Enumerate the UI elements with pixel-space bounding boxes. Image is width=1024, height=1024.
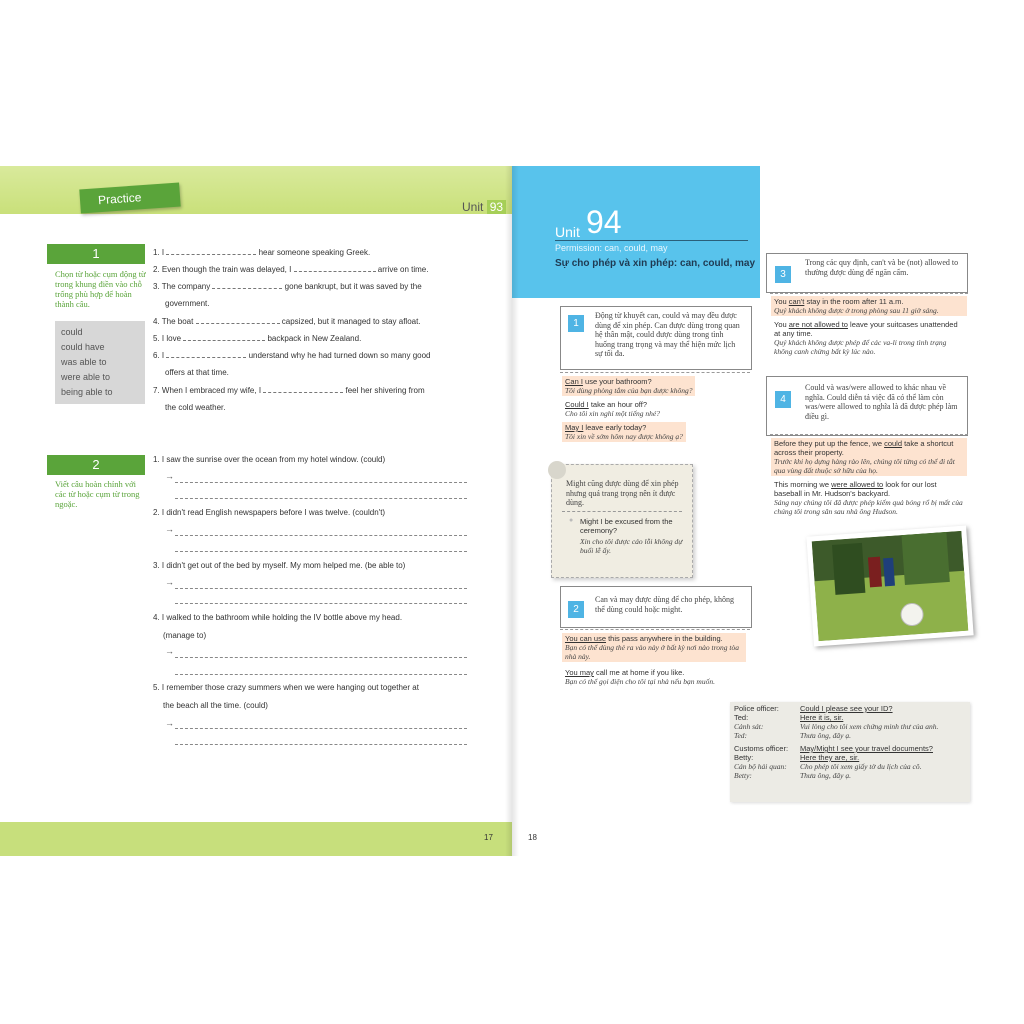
bottom-band <box>0 822 512 856</box>
book-gutter <box>505 166 519 856</box>
exercise-2-instruction: Viết câu hoàn chỉnh với các từ hoặc cụm từ trong ngoặc. <box>55 479 140 509</box>
section-4-box <box>766 376 968 436</box>
section-2-box <box>560 586 752 628</box>
dialog-line: Ted: Here it is, sir. <box>734 713 844 722</box>
unit-title-en: Permission: can, could, may <box>555 243 668 253</box>
word-box-item: was able to <box>61 357 107 367</box>
pin-icon <box>548 461 566 479</box>
separator <box>770 434 968 435</box>
section-3-text: Trong các quy định, can't và be (not) allowed to thường được dùng để ngăn cấm. <box>805 258 959 277</box>
unit-word: Unit <box>555 224 580 240</box>
left-page <box>0 166 512 856</box>
answer-line[interactable] <box>175 498 467 499</box>
section-1-text: Động từ khuyết can, could và may đều được dùng để xin phép. Can được dùng trong quan hệ thân mật, could được dùng trong tình huống trang trọng và may thể hiện mức lịch sự tối đa. <box>595 311 740 358</box>
section-3-examples <box>771 296 969 357</box>
dialog-line: Cán bộ hải quan: Cho phép tôi xem giấy tờ du lịch của cô. <box>734 762 922 771</box>
dialog-line: Betty: Thưa ông, đây ạ. <box>734 771 851 780</box>
answer-blank[interactable] <box>263 384 343 393</box>
example: May I leave early today? Tôi xin về sớm hôm nay được không ạ? <box>562 422 686 442</box>
section-number: 1 <box>568 315 584 332</box>
answer-line[interactable] <box>175 551 467 552</box>
answer-line[interactable] <box>175 657 467 658</box>
page-number: 18 <box>528 833 537 842</box>
separator <box>560 372 750 373</box>
word-box <box>55 321 145 404</box>
answer-line[interactable] <box>175 744 467 745</box>
note-card <box>551 464 693 578</box>
exercise-1-badge: 1 <box>47 244 145 264</box>
dialog-line: Ted: Thưa ông, đây ạ. <box>734 731 851 740</box>
example: You can use this pass anywhere in the building. Bạn có thể dùng thẻ ra vào này ở bất kỳ nơi nào trong tòa nhà này. <box>562 633 746 662</box>
separator <box>560 629 750 630</box>
unit-number: 93 <box>487 200 506 214</box>
arrow-icon: → <box>165 471 174 481</box>
unit-header-band <box>512 166 760 298</box>
word-box-item: could have <box>61 342 105 352</box>
section-3-box <box>766 253 968 293</box>
answer-line[interactable] <box>175 674 467 675</box>
section-number: 4 <box>775 391 791 408</box>
section-number: 2 <box>568 601 584 618</box>
answer-line[interactable] <box>175 535 467 536</box>
answer-blank[interactable] <box>166 349 246 358</box>
exercise-1-item: 1. I hear someone speaking Greek. <box>153 248 371 257</box>
right-page <box>512 166 1024 856</box>
dialog-box <box>730 702 970 802</box>
answer-line[interactable] <box>175 728 467 729</box>
exercise-2-item: 3. I didn't get out of the bed by myself. My mom helped me. (be able to) <box>153 561 406 570</box>
section-4-text: Could và was/were allowed to khác nhau về nghĩa. Could diễn tả việc đã có thể làm còn was/were allowed to nghĩa là đã được phép làm điều gì. <box>805 383 958 421</box>
unit-word: Unit <box>462 200 484 214</box>
exercise-1-item: 2. Even though the train was delayed, I arrive on time. <box>153 265 429 274</box>
answer-blank[interactable] <box>294 263 376 272</box>
section-1-examples <box>562 376 752 444</box>
separator <box>770 293 968 294</box>
unit-title-vi: Sự cho phép và xin phép: can, could, may <box>555 258 756 269</box>
unit-label <box>462 200 506 214</box>
exercise-1-item: 5. I love backpack in New Zealand. <box>153 334 362 343</box>
dialog-line: Police officer: Could I please see your ID? <box>734 704 893 713</box>
word-box-item: being able to <box>61 387 113 397</box>
answer-line[interactable] <box>175 603 467 604</box>
answer-blank[interactable] <box>166 246 256 255</box>
answer-line[interactable] <box>175 588 467 589</box>
exercise-2-badge: 2 <box>47 455 145 475</box>
exercise-1-item: 7. When I embraced my wife, I feel her shivering from the cold weather. <box>153 386 425 412</box>
dialog-line: Customs officer: May/Might I see your travel documents? <box>734 744 933 753</box>
dialog-line: Cảnh sát: Vui lòng cho tôi xem chứng minh thư của anh. <box>734 722 939 731</box>
note-text: Might cũng được dùng để xin phép nhưng quá trang trọng nên ít được dùng. <box>566 479 679 507</box>
photo-soccer-kids <box>806 526 973 647</box>
section-4-examples <box>771 438 969 517</box>
arrow-icon: → <box>165 646 174 656</box>
title-rule <box>555 240 748 241</box>
unit-number: 94 <box>586 204 622 240</box>
exercise-2-item: 1. I saw the sunrise over the ocean from my hotel window. (could) <box>153 455 386 464</box>
example: Before they put up the fence, we could take a shortcut across their property. Trước khi họ dựng hàng rào lên, chúng tôi từng có thể đi tắt qua vùng đất thuộc sở hữu của họ. <box>771 438 967 476</box>
exercise-1-item: 6. I understand why he had turned down so many good offers at that time. <box>153 351 431 377</box>
practice-tab: Practice <box>79 183 180 214</box>
exercise-1-instruction: Chọn từ hoặc cụm động từ trong khung điền vào chỗ trống phù hợp để hoàn thành câu. <box>55 269 146 309</box>
section-number: 3 <box>775 266 791 283</box>
example: You may call me at home if you like. Bạn có thể gọi điện cho tôi tại nhà nếu bạn muốn. <box>565 668 715 686</box>
exercise-2-item: 4. I walked to the bathroom while holding the IV bottle above my head. (manage to) <box>153 613 403 640</box>
page-number: 17 <box>484 833 493 842</box>
exercise-1-item: 3. The company gone bankrupt, but it was saved by the government. <box>153 282 422 308</box>
exercise-1-item: 4. The boat capsized, but it managed to stay afloat. <box>153 317 421 326</box>
separator <box>562 511 682 512</box>
example: Could I take an hour off? Cho tôi xin nghỉ một tiếng nhé? <box>565 400 660 418</box>
example: You can't stay in the room after 11 a.m. Quý khách không được ở trong phòng sau 11 giờ sáng. <box>771 296 967 316</box>
bullet-icon: ● <box>569 517 574 524</box>
dialog-line: Betty: Here they are, sir. <box>734 753 860 762</box>
word-box-item: were able to <box>61 372 111 382</box>
answer-blank[interactable] <box>183 332 265 341</box>
example: You are not allowed to leave your suitcases unattended at any time. Quý khách không được phép để các va-li trong tình trạng không canh chừng bất kỳ lúc nào. <box>774 320 958 356</box>
note-example-vi: Xin cho tôi được cáo lỗi không dự buổi lễ ấy. <box>580 537 683 555</box>
arrow-icon: → <box>165 577 174 587</box>
photo-illustration <box>812 531 969 641</box>
note-example-en: Might I be excused from the ceremony? <box>580 517 673 535</box>
answer-blank[interactable] <box>196 315 280 324</box>
arrow-icon: → <box>165 524 174 534</box>
section-2-examples <box>562 633 752 687</box>
arrow-icon: → <box>165 718 174 728</box>
exercise-2-item: 5. I remember those crazy summers when we were hanging out together at the beach all the time. (could) <box>153 683 419 710</box>
section-2-text: Can và may được dùng để cho phép, không thể dùng could hoặc might. <box>595 595 734 614</box>
top-band <box>0 166 512 214</box>
answer-line[interactable] <box>175 482 467 483</box>
answer-blank[interactable] <box>212 280 282 289</box>
section-1-box <box>560 306 752 370</box>
example: This morning we were allowed to look for our lost baseball in Mr. Hudson's backyard. Sáng nay chúng tôi đã được phép kiếm quả bóng rổ bị mất của chúng tôi trong sân sau nhà ông Hudson. <box>774 480 963 516</box>
word-box-item: could <box>61 327 83 337</box>
exercise-2-item: 2. I didn't read English newspapers before I was twelve. (couldn't) <box>153 508 386 517</box>
example: Can I use your bathroom? Tôi dùng phòng tắm của bạn được không? <box>562 376 695 396</box>
